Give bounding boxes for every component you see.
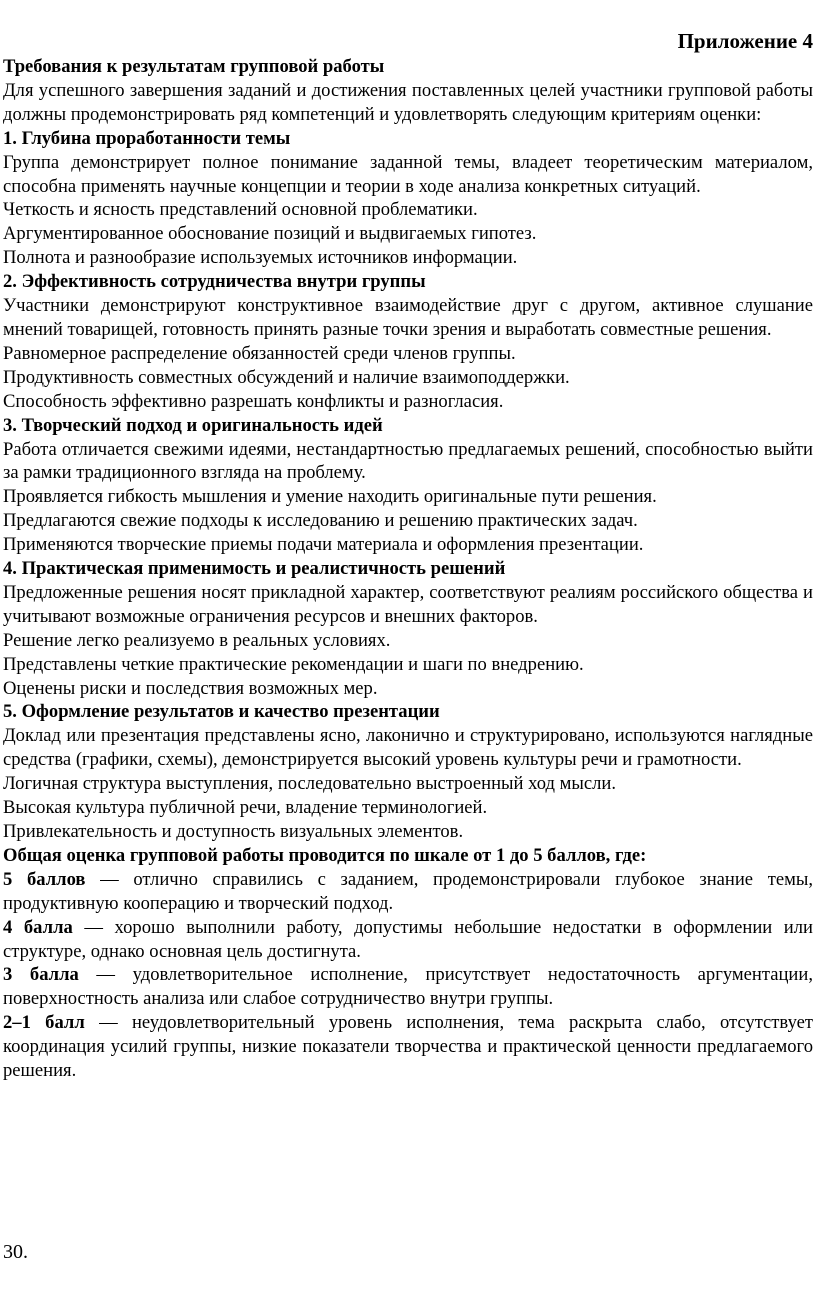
section-paragraph: Способность эффективно разрешать конфликты и разногласия. (3, 390, 504, 412)
section-paragraph: Предложенные решения носят прикладной характер, соответствуют реалиям российского общества и учитывают возможные ограничения ресурсов и внешних факторов. (3, 581, 813, 627)
section-heading: 3. Творческий подход и оригинальность идей (3, 414, 383, 436)
section-paragraph: Представлены четкие практические рекомендации и шаги по внедрению. (3, 653, 584, 675)
section-paragraph: Решение легко реализуемо в реальных условиях. (3, 629, 391, 651)
grade-score: 4 балла (3, 916, 73, 938)
section-paragraph: Группа демонстрирует полное понимание заданной темы, владеет теоретическим материалом, способна применять научные концепции и теории в ходе анализа конкретных ситуаций. (3, 151, 813, 197)
grade-item (3, 1011, 813, 1083)
section-paragraph: Логичная структура выступления, последовательно выстроенный ход мысли. (3, 773, 616, 795)
section-cooperation (3, 270, 813, 413)
section-paragraph: Полнота и разнообразие используемых источников информации. (3, 247, 518, 269)
document-title: Требования к результатам групповой работы (3, 56, 385, 77)
section-paragraph: Продуктивность совместных обсуждений и наличие взаимоподдержки. (3, 366, 570, 388)
section-paragraph: Проявляется гибкость мышления и умение находить оригинальные пути решения. (3, 486, 657, 508)
section-paragraph: Работа отличается свежими идеями, нестандартностью предлагаемых решений, способностью выйти за рамки традиционного взгляда на проблему. (3, 438, 813, 484)
section-paragraph: Привлекательность и доступность визуальных элементов. (3, 821, 464, 842)
grading-scale-heading: Общая оценка групповой работы проводится по шкале от 1 до 5 баллов, где: (3, 844, 647, 866)
grade-score: 3 балла (3, 964, 79, 986)
section-paragraph: Участники демонстрируют конструктивное взаимодействие друг с другом, активное слушание мнений товарищей, готовность принять разные точки зрения и выработать совместные решения. (3, 295, 813, 340)
section-heading: 5. Оформление результатов и качество презентации (3, 701, 440, 723)
section-paragraph: Доклад или презентация представлены ясно, лаконично и структурировано, используются наглядные средства (графики, схемы), демонстрируется высокий уровень культуры речи и грамотности. (3, 725, 813, 771)
grade-description: — неудовлетворительный уровень исполнения, тема раскрыта слабо, отсутствует координация усилий группы, низкие показатели творчества и практической ценности предлагаемого решения. (3, 1012, 813, 1082)
grade-description: — хорошо выполнили работу, допустимы небольшие недостатки в оформлении или структуре, однако основная цель достигнута. (3, 916, 813, 962)
section-heading: 1. Глубина проработанности темы (3, 127, 291, 149)
grade-score: 5 баллов (3, 868, 86, 890)
section-depth (3, 127, 813, 270)
section-heading: 2. Эффективность сотрудничества внутри группы (3, 271, 426, 293)
grade-item (3, 963, 813, 1011)
section-creativity (3, 414, 813, 557)
appendix-label: Приложение 4 (677, 29, 813, 53)
grade-item (3, 868, 813, 916)
section-paragraph: Оценены риски и последствия возможных мер. (3, 677, 378, 699)
section-paragraph: Применяются творческие приемы подачи материала и оформления презентации. (3, 534, 644, 556)
section-heading: 4. Практическая применимость и реалистичность решений (3, 558, 506, 580)
section-paragraph: Четкость и ясность представлений основной проблематики. (3, 199, 478, 221)
grade-description: — отлично справились с заданием, продемонстрировали глубокое знание темы, продуктивную кооперацию и творческий подход. (3, 868, 813, 914)
section-applicability (3, 557, 813, 700)
document-page (3, 28, 813, 1083)
section-paragraph: Аргументированное обоснование позиций и выдвигаемых гипотез. (3, 223, 537, 245)
section-presentation (3, 700, 813, 843)
intro-paragraph: Для успешного завершения заданий и достижения поставленных целей участники групповой работы должны продемонстрировать ряд компетенций и удовлетворять следующим критериям оценки: (3, 79, 813, 125)
grade-item (3, 916, 813, 964)
section-paragraph: Предлагаются свежие подходы к исследованию и решению практических задач. (3, 510, 638, 532)
grade-score: 2–1 балл (3, 1012, 85, 1034)
page-number: 30. (3, 1241, 28, 1263)
section-paragraph: Высокая культура публичной речи, владение терминологией. (3, 797, 488, 819)
grading-scale (3, 844, 813, 1083)
grade-description: — удовлетворительное исполнение, присутствует недостаточность аргументации, поверхностность анализа или слабое сотрудничество внутри группы. (3, 964, 813, 1010)
section-paragraph: Равномерное распределение обязанностей среди членов группы. (3, 342, 516, 364)
